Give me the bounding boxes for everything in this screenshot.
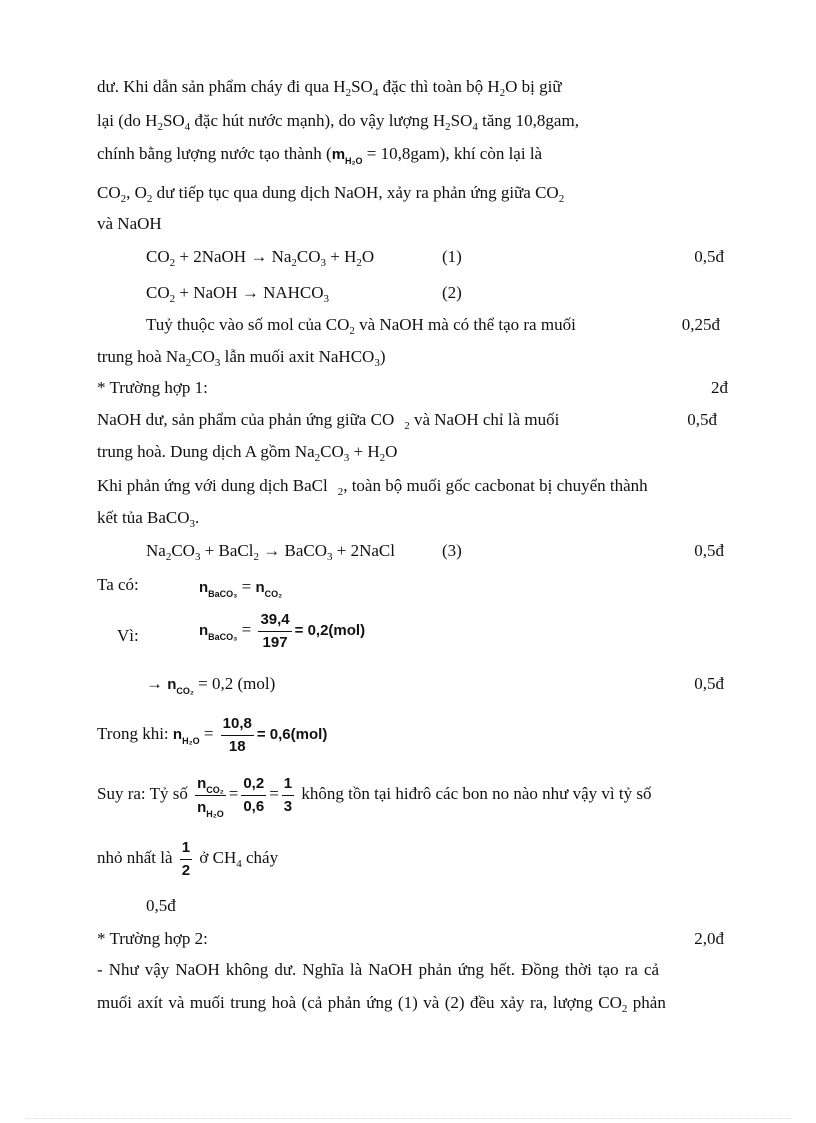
text-line: Tuỷ thuộc vào số mol của $CO_2$ và NaOH mà có thể tạo ra muối xyxy=(146,315,576,337)
text-line: Vì: xyxy=(117,626,139,645)
case-heading: * Trường hợp 2: xyxy=(97,929,208,948)
text-line: kết tủa BaCO$_3$. xyxy=(97,508,200,530)
text-line: trung hoà. Dung dịch A gồm $Na_2CO_3 + H_2O$ xyxy=(97,442,398,464)
equation-3: $Na_2CO_3$ + BaCl$_2$ → BaCO$_3$ + 2NaCl xyxy=(146,541,395,563)
formula: $n_{BaCO_3} = n_{CO_2}$ xyxy=(199,577,283,599)
text-line: → $n_{CO_2} = 0,2$ (mol) xyxy=(146,674,276,696)
case-heading: * Trường hợp 1: xyxy=(97,378,208,397)
fraction: $\frac{n_{CO_2}}{n_{H_2O}}$ xyxy=(197,774,224,819)
text-line: và NaOH xyxy=(97,214,162,233)
text-line: Trong khi: $n_{H_2O}$ = $\frac{10,8}{18}$ = 0,6(mol) xyxy=(97,714,328,755)
formula: $n_{BaCO_3}$ = $\frac{39,4}{197}$ = 0,2(mol) xyxy=(199,610,366,651)
text-line: chính bằng lượng nước tạo thành $(m_{H_2O} = 10,8gam)$, khí còn lại là xyxy=(97,144,543,166)
equation-number: (2) xyxy=(442,283,462,302)
text-line: $CO_2$, $O_2$ dư tiếp tục qua dung dịch NaOH, xảy ra phản ứng giữa $CO_2$ xyxy=(97,183,565,205)
text-line: - Như vậy NaOH không dư. Nghĩa là NaOH phản ứng hết. Đồng thời tạo ra cả xyxy=(97,960,660,979)
score: 2đ xyxy=(711,378,728,397)
score: 0,5đ xyxy=(694,247,724,266)
page-footer-rule xyxy=(25,1118,791,1119)
text-line: lại (do $H_2SO_4$ đặc hút nước mạnh), do vậy lượng $H_2SO_4$ tăng 10,8gam, xyxy=(97,111,579,133)
score: 0,5đ xyxy=(694,674,724,693)
fraction: $\frac{0,2}{0,6}$ xyxy=(243,774,265,815)
text-line: NaOH dư, sản phẩm của phản ứng giữa CO $_2$ và NaOH chỉ là muối xyxy=(97,410,560,432)
equation-number: (1) xyxy=(442,247,462,266)
equation-number: (3) xyxy=(442,541,462,560)
text-line: Suy ra: Tỷ số $\frac{n_{CO_2}}{n_{H_2O}}$ = $\frac{0,2}{0,6}$ = $\frac{1}{3}$ không tồn tại hiđrô các bon no nào như vậy vì tỷ số xyxy=(97,774,652,819)
equation-1: $CO_2$ + 2NaOH → $Na_2CO_3 + H_2O$ xyxy=(146,247,375,269)
text-line: Khi phản ứng với dung dịch BaCl $_2$, toàn bộ muối gốc cacbonat bị chuyển thành xyxy=(97,476,648,498)
text-line: Ta có: xyxy=(97,575,139,594)
text-line: nhỏ nhất là $\frac{1}{2}$ ở $CH_4$ cháy xyxy=(97,838,279,879)
score: 0,25đ xyxy=(681,315,720,334)
text-line: muối axít và muối trung hoà (cả phản ứng (1) và (2) đều xảy ra, lượng $CO_2$ phản xyxy=(97,993,666,1015)
fraction: $\frac{1}{2}$ xyxy=(181,838,191,879)
fraction: $\frac{10,8}{18}$ xyxy=(222,714,252,755)
fraction: $\frac{1}{3}$ xyxy=(283,774,293,815)
fraction: $\frac{39,4}{197}$ xyxy=(260,610,290,651)
text-line: dư. Khi dẫn sản phẩm cháy đi qua $H_2SO_4$ đặc thì toàn bộ $H_2O$ bị giữ xyxy=(97,77,562,99)
score: 0,5đ xyxy=(694,541,724,560)
text-line: trung hoà $Na_2CO_3$ lẫn muối axit NaHCO$_3$) xyxy=(97,347,386,369)
score: 0,5đ xyxy=(146,896,176,915)
equation-2: $CO_2$ + NaOH → $NAHCO_3$ xyxy=(146,283,330,305)
score: 2,0đ xyxy=(694,929,724,948)
score: 0,5đ xyxy=(687,410,717,429)
